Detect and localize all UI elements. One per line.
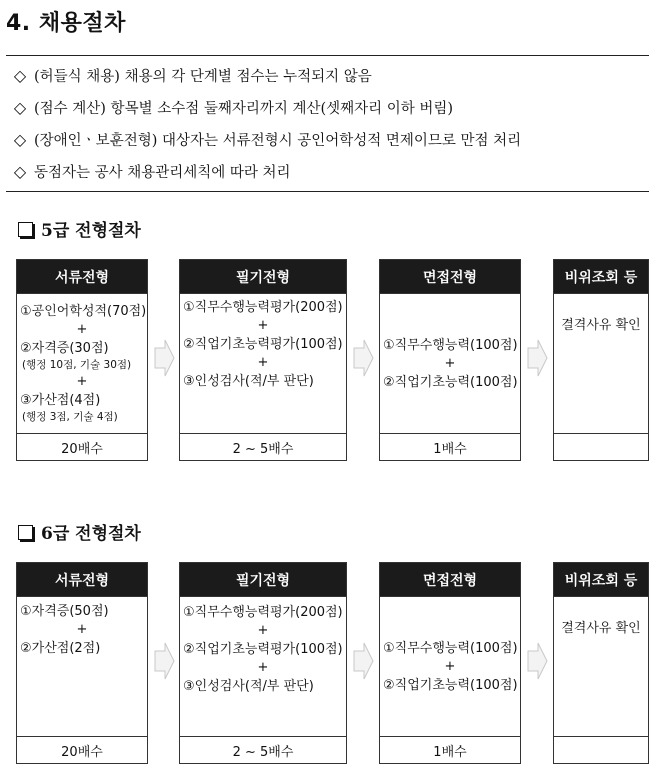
step-body <box>554 596 648 736</box>
plus-sign: + <box>257 623 269 638</box>
criteria-item: 결격사유 확인 <box>561 318 641 333</box>
step-title: 서류전형 <box>17 563 147 596</box>
note-item <box>6 60 649 92</box>
criteria-item: ①직무수행능력평가(200점) <box>183 605 343 620</box>
criteria-item: ②직업기초능력평가(100점) <box>183 337 343 352</box>
plus-sign: + <box>76 622 88 637</box>
step-title: 필기전형 <box>180 563 346 596</box>
criteria-note: (행정 10점, 기술 30점) <box>22 359 132 371</box>
step-interview <box>379 259 521 461</box>
step-background-check <box>553 562 649 764</box>
note-item <box>6 156 649 188</box>
note-text: (장애인ㆍ보훈전형) 대상자는 서류전형시 공인어학성적 면제이므로 만점 처리 <box>34 133 522 149</box>
checkbox-icon <box>18 525 33 540</box>
plus-sign: + <box>444 355 456 371</box>
step-document-screening <box>16 562 148 764</box>
step-title: 비위조회 등 <box>554 260 648 293</box>
plus-sign: + <box>76 374 88 389</box>
chevron-right-arrow-icon <box>153 641 175 681</box>
step-interview <box>379 562 521 764</box>
checkbox-icon <box>18 222 33 237</box>
step-body <box>554 293 648 433</box>
step-title: 서류전형 <box>17 260 147 293</box>
plus-sign: + <box>257 318 269 333</box>
criteria-item: 결격사유 확인 <box>561 621 641 636</box>
criteria-item: ②직업기초능력(100점) <box>383 677 518 693</box>
note-text: (점수 계산) 항목별 소수점 둘째자리까지 계산(셋째자리 이하 버림) <box>34 101 454 117</box>
criteria-item: ②자격증(30점) <box>20 341 109 356</box>
note-text: (허들식 채용) 채용의 각 단계별 점수는 누적되지 않음 <box>34 69 372 85</box>
step-body <box>180 596 346 736</box>
note-text: 동점자는 공사 채용관리세칙에 따라 처리 <box>34 165 291 181</box>
step-written-exam <box>179 562 347 764</box>
plus-sign: + <box>257 355 269 370</box>
step-background-check <box>553 259 649 461</box>
step-title: 비위조회 등 <box>554 563 648 596</box>
diamond-icon: ◇ <box>13 162 27 181</box>
criteria-item: ③가산점(4점) <box>20 393 101 408</box>
step-multiplier: 1배수 <box>380 736 520 763</box>
step-title: 필기전형 <box>180 260 346 293</box>
criteria-note: (행정 3점, 기술 4점) <box>22 411 118 423</box>
plus-sign: + <box>257 660 269 675</box>
section-heading-text: 5급 전형절차 <box>41 221 141 241</box>
step-multiplier: 1배수 <box>380 433 520 460</box>
step-body <box>17 293 147 433</box>
plus-sign: + <box>76 322 88 337</box>
step-body <box>180 293 346 433</box>
step-title: 면접전형 <box>380 563 520 596</box>
criteria-item: ②직업기초능력평가(100점) <box>183 642 343 657</box>
criteria-item: ①직무수행능력(100점) <box>383 640 518 656</box>
step-multiplier <box>554 433 648 460</box>
criteria-item: ②직업기초능력(100점) <box>383 374 518 390</box>
criteria-item: ①자격증(50점) <box>20 604 109 619</box>
step-title: 면접전형 <box>380 260 520 293</box>
step-body <box>380 293 520 433</box>
note-item <box>6 124 649 156</box>
page-title: 4. 채용절차 <box>6 11 126 36</box>
step-multiplier: 20배수 <box>17 433 147 460</box>
chevron-right-arrow-icon <box>153 338 175 378</box>
bottom-rule <box>6 191 649 192</box>
criteria-item: ③인성검사(적/부 판단) <box>183 679 314 694</box>
section-heading-text: 6급 전형절차 <box>41 524 141 544</box>
step-body <box>380 596 520 736</box>
note-item <box>6 92 649 124</box>
chevron-right-arrow-icon <box>352 338 374 378</box>
criteria-item: ②가산점(2점) <box>20 641 101 656</box>
section-heading-grade5 <box>18 216 141 241</box>
chevron-right-arrow-icon <box>526 338 548 378</box>
diamond-icon: ◇ <box>13 66 27 85</box>
step-multiplier <box>554 736 648 763</box>
step-multiplier: 2 ~ 5배수 <box>180 433 346 460</box>
chevron-right-arrow-icon <box>352 641 374 681</box>
diamond-icon: ◇ <box>13 130 27 149</box>
step-body <box>17 596 147 736</box>
step-written-exam <box>179 259 347 461</box>
step-multiplier: 20배수 <box>17 736 147 763</box>
plus-sign: + <box>444 658 456 674</box>
criteria-item: ①직무수행능력평가(200점) <box>183 300 343 315</box>
criteria-item: ①직무수행능력(100점) <box>383 337 518 353</box>
notes-list <box>6 60 649 188</box>
diamond-icon: ◇ <box>13 98 27 117</box>
criteria-item: ①공인어학성적(70점) <box>20 304 147 319</box>
section-heading-grade6 <box>18 519 141 544</box>
criteria-item: ③인성검사(적/부 판단) <box>183 374 314 389</box>
step-multiplier: 2 ~ 5배수 <box>180 736 346 763</box>
top-rule <box>6 55 649 56</box>
step-document-screening <box>16 259 148 461</box>
chevron-right-arrow-icon <box>526 641 548 681</box>
